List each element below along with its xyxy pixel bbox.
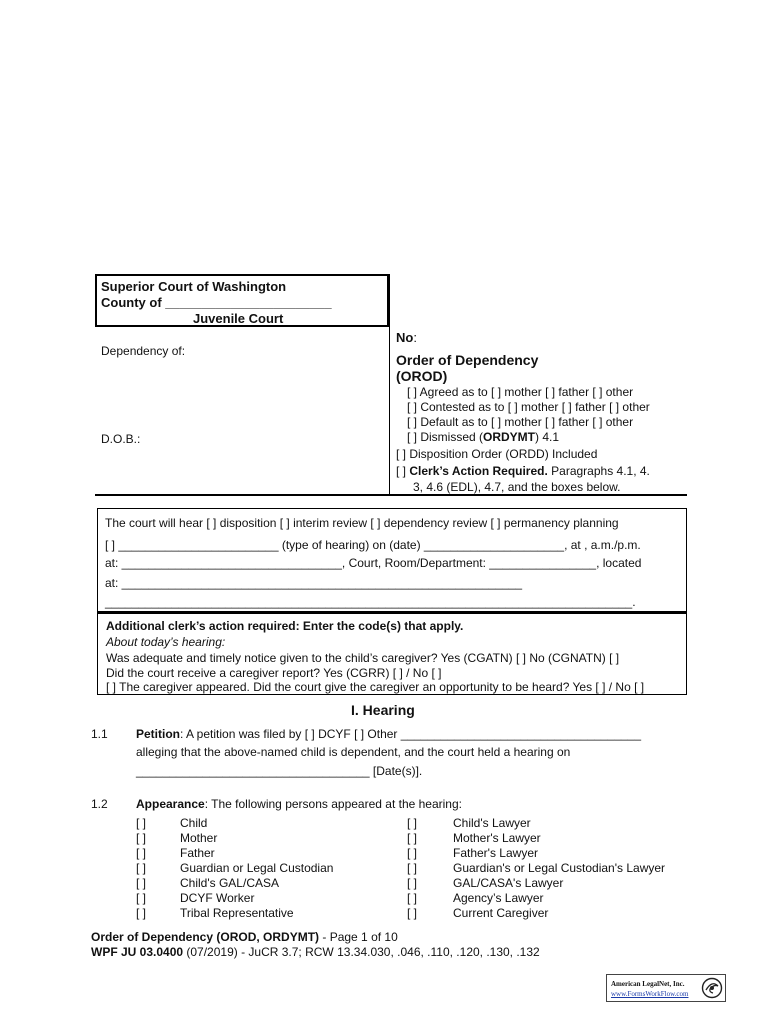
- option-clerk-action[interactable]: [396, 464, 650, 479]
- appearance-checkbox-right[interactable]: [ ]: [407, 861, 418, 875]
- footer-title-line: [91, 930, 398, 945]
- option-clerk-post: Paragraphs 4.1, 4.: [547, 464, 650, 478]
- option-disposition[interactable]: [ ] Disposition Order (ORDD) Included: [396, 447, 598, 461]
- option-dismissed-post: ) 4.1: [535, 430, 560, 444]
- clerk-action-box: [97, 612, 687, 695]
- appearance-checkbox-left[interactable]: [ ]: [136, 831, 147, 845]
- appearance-text: : The following persons appeared at the hearing:: [204, 797, 462, 811]
- appearance-checkbox-right[interactable]: [ ]: [407, 831, 418, 845]
- appearance-item-label: Current Caregiver: [453, 906, 549, 920]
- court-name: Superior Court of Washington: [101, 279, 287, 294]
- petition-line[interactable]: [136, 727, 641, 742]
- appearance-checkbox-left[interactable]: [ ]: [136, 816, 147, 830]
- para-1-1-number: 1.1: [91, 727, 108, 741]
- option-dismissed-code: ORDYMT: [483, 430, 536, 444]
- appearance-checkbox-left[interactable]: [ ]: [136, 876, 147, 890]
- footer-form-rest: (07/2019) - JuCR 3.7; RCW 13.34.030, .046, .110, .120, .130, .132: [183, 945, 540, 959]
- court-caption-box: [95, 274, 389, 327]
- caregiver-report-question[interactable]: Did the court receive a caregiver report? Yes (CGRR) [ ] / No [ ]: [106, 666, 442, 680]
- american-legalnet-logo[interactable]: [606, 974, 726, 1002]
- appearance-checkbox-right[interactable]: [ ]: [407, 816, 418, 830]
- appearance-item-label: Child's GAL/CASA: [180, 876, 279, 890]
- hearing-type-options[interactable]: The court will hear [ ] disposition [ ] interim review [ ] dependency review [ ] permanency planning: [105, 516, 619, 530]
- option-clerk-action-line2: 3, 4.6 (EDL), 4.7, and the boxes below.: [413, 480, 621, 494]
- appearance-checkbox-left[interactable]: [ ]: [136, 846, 147, 860]
- case-number-colon: :: [413, 330, 417, 345]
- option-dismissed[interactable]: [407, 430, 559, 445]
- option-clerk-bold: Clerk’s Action Required.: [409, 464, 548, 478]
- appearance-checkbox-left[interactable]: [ ]: [136, 906, 147, 920]
- notice-question[interactable]: Was adequate and timely notice given to the child’s caregiver? Yes (CGATN) [ ] No (CGNATN) [ ]: [106, 651, 620, 665]
- appearance-item-label: Child's Lawyer: [453, 816, 531, 830]
- appearance-checkbox-left[interactable]: [ ]: [136, 861, 147, 875]
- appearance-checkbox-right[interactable]: [ ]: [407, 876, 418, 890]
- appearance-checkbox-right[interactable]: [ ]: [407, 891, 418, 905]
- para-1-2-number: 1.2: [91, 797, 108, 811]
- petition-line2: alleging that the above-named child is dependent, and the court held a hearing on: [136, 745, 571, 759]
- appearance-label: Appearance: [136, 797, 205, 811]
- caregiver-heard-question[interactable]: [ ] The caregiver appeared. Did the court give the caregiver an opportunity to be heard? Yes [ ] / No [ ]: [106, 680, 645, 694]
- county-field[interactable]: County of _______________________: [101, 295, 332, 310]
- appearance-checkbox-right[interactable]: [ ]: [407, 846, 418, 860]
- option-dismissed-pre: [ ] Dismissed (: [407, 430, 484, 444]
- appearance-item-label: GAL/CASA's Lawyer: [453, 876, 564, 890]
- footer-title: Order of Dependency (OROD, ORDYMT): [91, 930, 320, 944]
- appearance-item-label: DCYF Worker: [180, 891, 255, 905]
- appearance-item-label: Father: [180, 846, 215, 860]
- appearance-line: [136, 797, 462, 812]
- option-clerk-pre: [ ]: [396, 464, 410, 478]
- caption-divider: [389, 274, 390, 495]
- appearance-checkbox-left[interactable]: [ ]: [136, 891, 147, 905]
- logo-name: American LegalNet, Inc.: [611, 980, 685, 988]
- hearing-location-field[interactable]: at: ____________________________________________________________: [105, 576, 523, 590]
- case-number-label: [396, 330, 417, 346]
- clerk-action-heading: Additional clerk’s action required: Enter the code(s) that apply.: [106, 619, 464, 633]
- footer-page: - Page 1 of 10: [319, 930, 398, 944]
- dob-label: D.O.B.:: [101, 432, 141, 446]
- todays-hearing-subheading: About today’s hearing:: [106, 635, 226, 649]
- hearing-dates-field[interactable]: ___________________________________ [Date(s)].: [136, 764, 423, 778]
- option-default[interactable]: [ ] Default as to [ ] mother [ ] father [ ] other: [407, 415, 634, 429]
- legalnet-logo-icon: [701, 977, 723, 999]
- hearing-court-field[interactable]: at: _________________________________, Court, Room/Department: ________________, located: [105, 556, 642, 570]
- appearance-item-label: Guardian or Legal Custodian: [180, 861, 334, 875]
- option-agreed[interactable]: [ ] Agreed as to [ ] mother [ ] father [ ] other: [407, 385, 634, 399]
- hearing-date-field[interactable]: [ ] ________________________ (type of hearing) on (date) _____________________, at , a.m./p.m.: [105, 538, 641, 552]
- hearing-notice-box: [97, 508, 687, 612]
- petition-text: : A petition was filed by [ ] DCYF [ ] Other ____________________________________: [180, 727, 642, 741]
- appearance-item-label: Mother's Lawyer: [453, 831, 541, 845]
- hearing-location-line2[interactable]: _______________________________________________________________________________.: [105, 595, 636, 609]
- appearance-item-label: Child: [180, 816, 208, 830]
- appearance-item-label: Agency’s Lawyer: [453, 891, 544, 905]
- appearance-item-label: Father's Lawyer: [453, 846, 538, 860]
- order-title: Order of Dependency: [396, 352, 539, 368]
- appearance-item-label: Guardian's or Legal Custodian's Lawyer: [453, 861, 666, 875]
- juvenile-court-label: Juvenile Court: [193, 311, 284, 326]
- footer-form-line: [91, 945, 540, 960]
- dependency-of-label: Dependency of:: [101, 344, 186, 358]
- appearance-item-label: Tribal Representative: [180, 906, 294, 920]
- petition-label: Petition: [136, 727, 180, 741]
- appearance-item-label: Mother: [180, 831, 218, 845]
- section-title: I. Hearing: [351, 702, 415, 718]
- footer-form-code: WPF JU 03.0400: [91, 945, 184, 959]
- order-code: (OROD): [396, 368, 448, 384]
- option-contested[interactable]: [ ] Contested as to [ ] mother [ ] father [ ] other: [407, 400, 650, 414]
- case-number-no: No: [396, 330, 414, 345]
- appearance-checkbox-right[interactable]: [ ]: [407, 906, 418, 920]
- logo-url[interactable]: www.FormsWorkFlow.com: [611, 990, 689, 998]
